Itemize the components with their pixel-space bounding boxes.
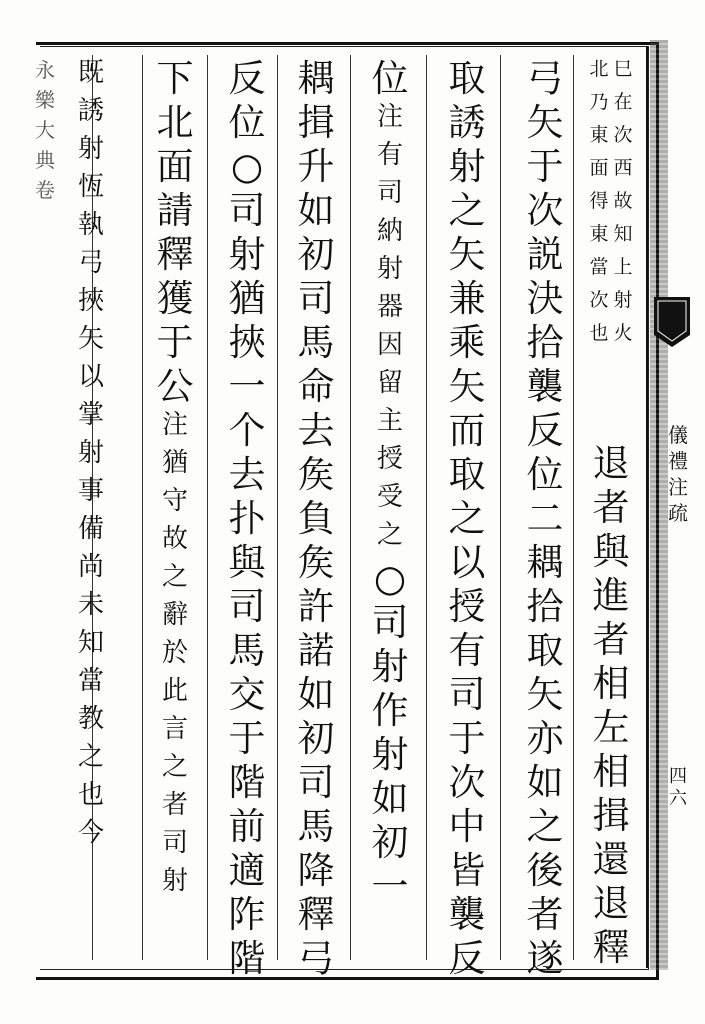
glyph: 之 bbox=[448, 189, 486, 232]
glyph: 馬 bbox=[297, 805, 335, 848]
glyph: 扑 bbox=[228, 497, 266, 540]
glyph: 面 bbox=[156, 145, 194, 188]
glyph: 耦 bbox=[526, 541, 564, 584]
glyph: 還 bbox=[592, 838, 630, 881]
glyph: 受 bbox=[376, 482, 403, 512]
text-column-2 bbox=[524, 57, 566, 984]
glyph: 去 bbox=[228, 453, 266, 496]
glyph: 射 bbox=[228, 233, 266, 276]
glyph: 掌 bbox=[77, 400, 104, 430]
glyph: 決 bbox=[526, 277, 564, 320]
glyph: 反 bbox=[526, 409, 564, 452]
glyph: 器 bbox=[376, 292, 403, 322]
glyph: 階 bbox=[228, 937, 266, 980]
glyph: 升 bbox=[297, 145, 335, 188]
glyph: 下 bbox=[156, 57, 194, 100]
glyph: ○ bbox=[230, 145, 264, 188]
glyph: 矢 bbox=[526, 101, 564, 144]
glyph: 司 bbox=[297, 277, 335, 320]
glyph: 阼 bbox=[228, 893, 266, 936]
glyph: 于 bbox=[448, 717, 486, 760]
glyph: 請 bbox=[156, 189, 194, 232]
glyph: 射 bbox=[376, 254, 403, 284]
glyph: 之 bbox=[161, 752, 188, 782]
banxin-page-number bbox=[664, 768, 692, 812]
glyph: 如 bbox=[297, 673, 335, 716]
glyph: 説 bbox=[526, 233, 564, 276]
glyph: 授 bbox=[376, 444, 403, 474]
text-column-3 bbox=[446, 57, 488, 984]
glyph: 知 bbox=[613, 223, 633, 245]
glyph: 恆 bbox=[77, 172, 104, 202]
glyph: 此 bbox=[161, 676, 188, 706]
glyph: 弓 bbox=[77, 248, 104, 278]
glyph: 之 bbox=[161, 562, 188, 592]
glyph: 拾 bbox=[526, 321, 564, 364]
glyph: 矢 bbox=[448, 365, 486, 408]
glyph: 北 bbox=[589, 58, 609, 80]
glyph: 猶 bbox=[161, 448, 188, 478]
glyph: 知 bbox=[77, 628, 104, 658]
glyph: 諾 bbox=[297, 629, 335, 672]
glyph: 有 bbox=[376, 140, 403, 170]
glyph: 射 bbox=[371, 645, 409, 688]
glyph: 耦 bbox=[297, 57, 335, 100]
glyph: 之 bbox=[448, 497, 486, 540]
glyph: 與 bbox=[228, 541, 266, 584]
glyph: 今 bbox=[77, 818, 104, 848]
text-column-8 bbox=[70, 60, 112, 858]
glyph: 相 bbox=[592, 662, 630, 705]
glyph: 典 bbox=[35, 148, 55, 172]
glyph: 如 bbox=[371, 777, 409, 820]
glyph: 拾 bbox=[526, 585, 564, 628]
glyph: 于 bbox=[156, 321, 194, 364]
glyph: 而 bbox=[448, 409, 486, 452]
glyph: 疏 bbox=[668, 501, 688, 525]
glyph: 前 bbox=[228, 805, 266, 848]
glyph: 次 bbox=[589, 289, 609, 311]
glyph: 火 bbox=[613, 322, 633, 344]
glyph: 巳 bbox=[613, 58, 633, 80]
glyph: 言 bbox=[161, 714, 188, 744]
glyph: 馬 bbox=[228, 629, 266, 672]
glyph: 次 bbox=[526, 189, 564, 232]
glyph: 納 bbox=[376, 216, 403, 246]
glyph: 注 bbox=[161, 410, 188, 440]
glyph: 進 bbox=[592, 574, 630, 617]
column-rule bbox=[573, 55, 574, 960]
glyph: 交 bbox=[228, 673, 266, 716]
glyph: 釋 bbox=[297, 893, 335, 936]
text-column-4 bbox=[369, 57, 411, 912]
glyph: 作 bbox=[371, 689, 409, 732]
glyph: 揖 bbox=[297, 101, 335, 144]
column-rule bbox=[426, 55, 427, 960]
glyph: 東 bbox=[589, 124, 609, 146]
glyph: 負 bbox=[297, 497, 335, 540]
glyph: 注 bbox=[668, 475, 688, 499]
glyph: 初 bbox=[297, 233, 335, 276]
glyph: 于 bbox=[526, 145, 564, 188]
glyph: 射 bbox=[448, 145, 486, 188]
glyph: 次 bbox=[613, 124, 633, 146]
glyph: 射 bbox=[77, 134, 104, 164]
glyph: 亦 bbox=[526, 717, 564, 760]
glyph: 射 bbox=[77, 438, 104, 468]
annotation-subcolumn-right bbox=[612, 60, 634, 357]
glyph: 因 bbox=[376, 330, 403, 360]
glyph: 者 bbox=[592, 486, 630, 529]
glyph: 襲 bbox=[526, 365, 564, 408]
glyph: 矢 bbox=[77, 324, 104, 354]
glyph: 故 bbox=[613, 190, 633, 212]
glyph: 東 bbox=[589, 223, 609, 245]
annotation-subcolumn-left bbox=[588, 60, 610, 357]
glyph: 者 bbox=[526, 893, 564, 936]
glyph: 事 bbox=[77, 476, 104, 506]
glyph: 遂 bbox=[526, 937, 564, 980]
glyph: 階 bbox=[228, 761, 266, 804]
glyph: 禮 bbox=[668, 449, 688, 473]
glyph: 襲 bbox=[448, 893, 486, 936]
glyph: 皆 bbox=[448, 849, 486, 892]
glyph: 之 bbox=[376, 520, 403, 550]
glyph: 執 bbox=[77, 210, 104, 240]
glyph: 位 bbox=[228, 101, 266, 144]
glyph: 左 bbox=[592, 706, 630, 749]
banxin-book-title bbox=[664, 425, 692, 529]
glyph: 射 bbox=[613, 289, 633, 311]
glyph: 馬 bbox=[297, 321, 335, 364]
glyph: 射 bbox=[161, 866, 188, 896]
glyph: 司 bbox=[228, 189, 266, 232]
glyph: 兼 bbox=[448, 277, 486, 320]
glyph: 西 bbox=[613, 157, 633, 179]
glyph: 上 bbox=[613, 256, 633, 278]
glyph: 釋 bbox=[592, 926, 630, 969]
glyph: 司 bbox=[376, 178, 403, 208]
glyph: 適 bbox=[228, 849, 266, 892]
glyph: 矢 bbox=[448, 233, 486, 276]
glyph: 許 bbox=[297, 585, 335, 628]
glyph: 儀 bbox=[668, 423, 688, 447]
glyph: 位 bbox=[371, 57, 409, 100]
glyph: 乃 bbox=[589, 91, 609, 113]
glyph: 在 bbox=[613, 91, 633, 113]
glyph: 位 bbox=[526, 453, 564, 496]
glyph: 命 bbox=[297, 365, 335, 408]
glyph: 司 bbox=[371, 601, 409, 644]
glyph: 挾 bbox=[228, 321, 266, 364]
glyph: 後 bbox=[526, 849, 564, 892]
banxin-rule bbox=[646, 46, 648, 968]
column-rule bbox=[142, 55, 143, 960]
glyph: 備 bbox=[77, 514, 104, 544]
glyph: 誘 bbox=[77, 96, 104, 126]
glyph: 故 bbox=[161, 524, 188, 554]
glyph: 以 bbox=[77, 362, 104, 392]
text-column-7 bbox=[154, 57, 196, 906]
main-text-block bbox=[590, 442, 632, 973]
glyph: 矢 bbox=[526, 673, 564, 716]
glyph: 挾 bbox=[77, 286, 104, 316]
glyph: 留 bbox=[376, 368, 403, 398]
glyph: 以 bbox=[448, 541, 486, 584]
glyph: 獲 bbox=[156, 277, 194, 320]
glyph: 乘 bbox=[448, 321, 486, 364]
glyph: 中 bbox=[448, 805, 486, 848]
glyph: 六 bbox=[669, 788, 687, 809]
glyph: 者 bbox=[161, 790, 188, 820]
glyph: 授 bbox=[448, 585, 486, 628]
glyph: 教 bbox=[77, 704, 104, 734]
glyph: 反 bbox=[228, 57, 266, 100]
glyph: 一 bbox=[228, 365, 266, 408]
glyph: 相 bbox=[592, 750, 630, 793]
glyph: 射 bbox=[371, 733, 409, 776]
glyph: 誘 bbox=[448, 101, 486, 144]
glyph: 反 bbox=[448, 937, 486, 980]
text-column-5 bbox=[295, 57, 337, 984]
glyph: 弓 bbox=[526, 57, 564, 100]
glyph: 既 bbox=[77, 58, 104, 88]
glyph: 也 bbox=[589, 322, 609, 344]
glyph: 大 bbox=[35, 118, 55, 142]
glyph: 北 bbox=[156, 101, 194, 144]
glyph: 司 bbox=[228, 585, 266, 628]
glyph: 如 bbox=[297, 189, 335, 232]
glyph: 四 bbox=[669, 766, 687, 787]
glyph: 也 bbox=[77, 780, 104, 810]
glyph: 取 bbox=[526, 629, 564, 672]
glyph: 猶 bbox=[228, 277, 266, 320]
glyph: 當 bbox=[589, 256, 609, 278]
glyph: 退 bbox=[592, 442, 630, 485]
glyph: 次 bbox=[448, 761, 486, 804]
glyph: 一 bbox=[371, 865, 409, 908]
glyph: 矦 bbox=[297, 541, 335, 584]
glyph: 降 bbox=[297, 849, 335, 892]
glyph: 矦 bbox=[297, 453, 335, 496]
glyph: 有 bbox=[448, 629, 486, 672]
glyph: 司 bbox=[297, 761, 335, 804]
glyph: 去 bbox=[297, 409, 335, 452]
column-rule bbox=[207, 55, 208, 960]
glyph: 永 bbox=[35, 58, 55, 82]
glyph: 司 bbox=[448, 673, 486, 716]
glyph: 于 bbox=[228, 717, 266, 760]
glyph: 釋 bbox=[156, 233, 194, 276]
glyph: 弓 bbox=[297, 937, 335, 980]
column-rule bbox=[277, 55, 278, 960]
glyph: 卷 bbox=[35, 178, 55, 202]
glyph: 取 bbox=[448, 453, 486, 496]
glyph: 之 bbox=[77, 742, 104, 772]
glyph: 初 bbox=[297, 717, 335, 760]
glyph: 未 bbox=[77, 590, 104, 620]
column-rule bbox=[350, 55, 351, 960]
glyph: 於 bbox=[161, 638, 188, 668]
glyph: 揖 bbox=[592, 794, 630, 837]
fishtail-mark bbox=[652, 295, 692, 349]
glyph: 注 bbox=[376, 102, 403, 132]
glyph: 如 bbox=[526, 761, 564, 804]
glyph: 公 bbox=[156, 365, 194, 408]
glyph: 初 bbox=[371, 821, 409, 864]
glyph: 主 bbox=[376, 406, 403, 436]
margin-running-title bbox=[34, 60, 56, 210]
glyph: 个 bbox=[228, 409, 266, 452]
glyph: 面 bbox=[589, 157, 609, 179]
glyph: 二 bbox=[526, 497, 564, 540]
glyph: 辭 bbox=[161, 600, 188, 630]
glyph: 得 bbox=[589, 190, 609, 212]
text-column-6 bbox=[226, 57, 268, 984]
glyph: 取 bbox=[448, 57, 486, 100]
column-rule bbox=[500, 55, 501, 960]
glyph: 守 bbox=[161, 486, 188, 516]
glyph: 司 bbox=[161, 828, 188, 858]
glyph: 與 bbox=[592, 530, 630, 573]
glyph: 者 bbox=[592, 618, 630, 661]
glyph: 當 bbox=[77, 666, 104, 696]
glyph: 退 bbox=[592, 882, 630, 925]
glyph: ○ bbox=[373, 557, 407, 600]
glyph: 尚 bbox=[77, 552, 104, 582]
glyph: 樂 bbox=[35, 88, 55, 112]
glyph: 之 bbox=[526, 805, 564, 848]
